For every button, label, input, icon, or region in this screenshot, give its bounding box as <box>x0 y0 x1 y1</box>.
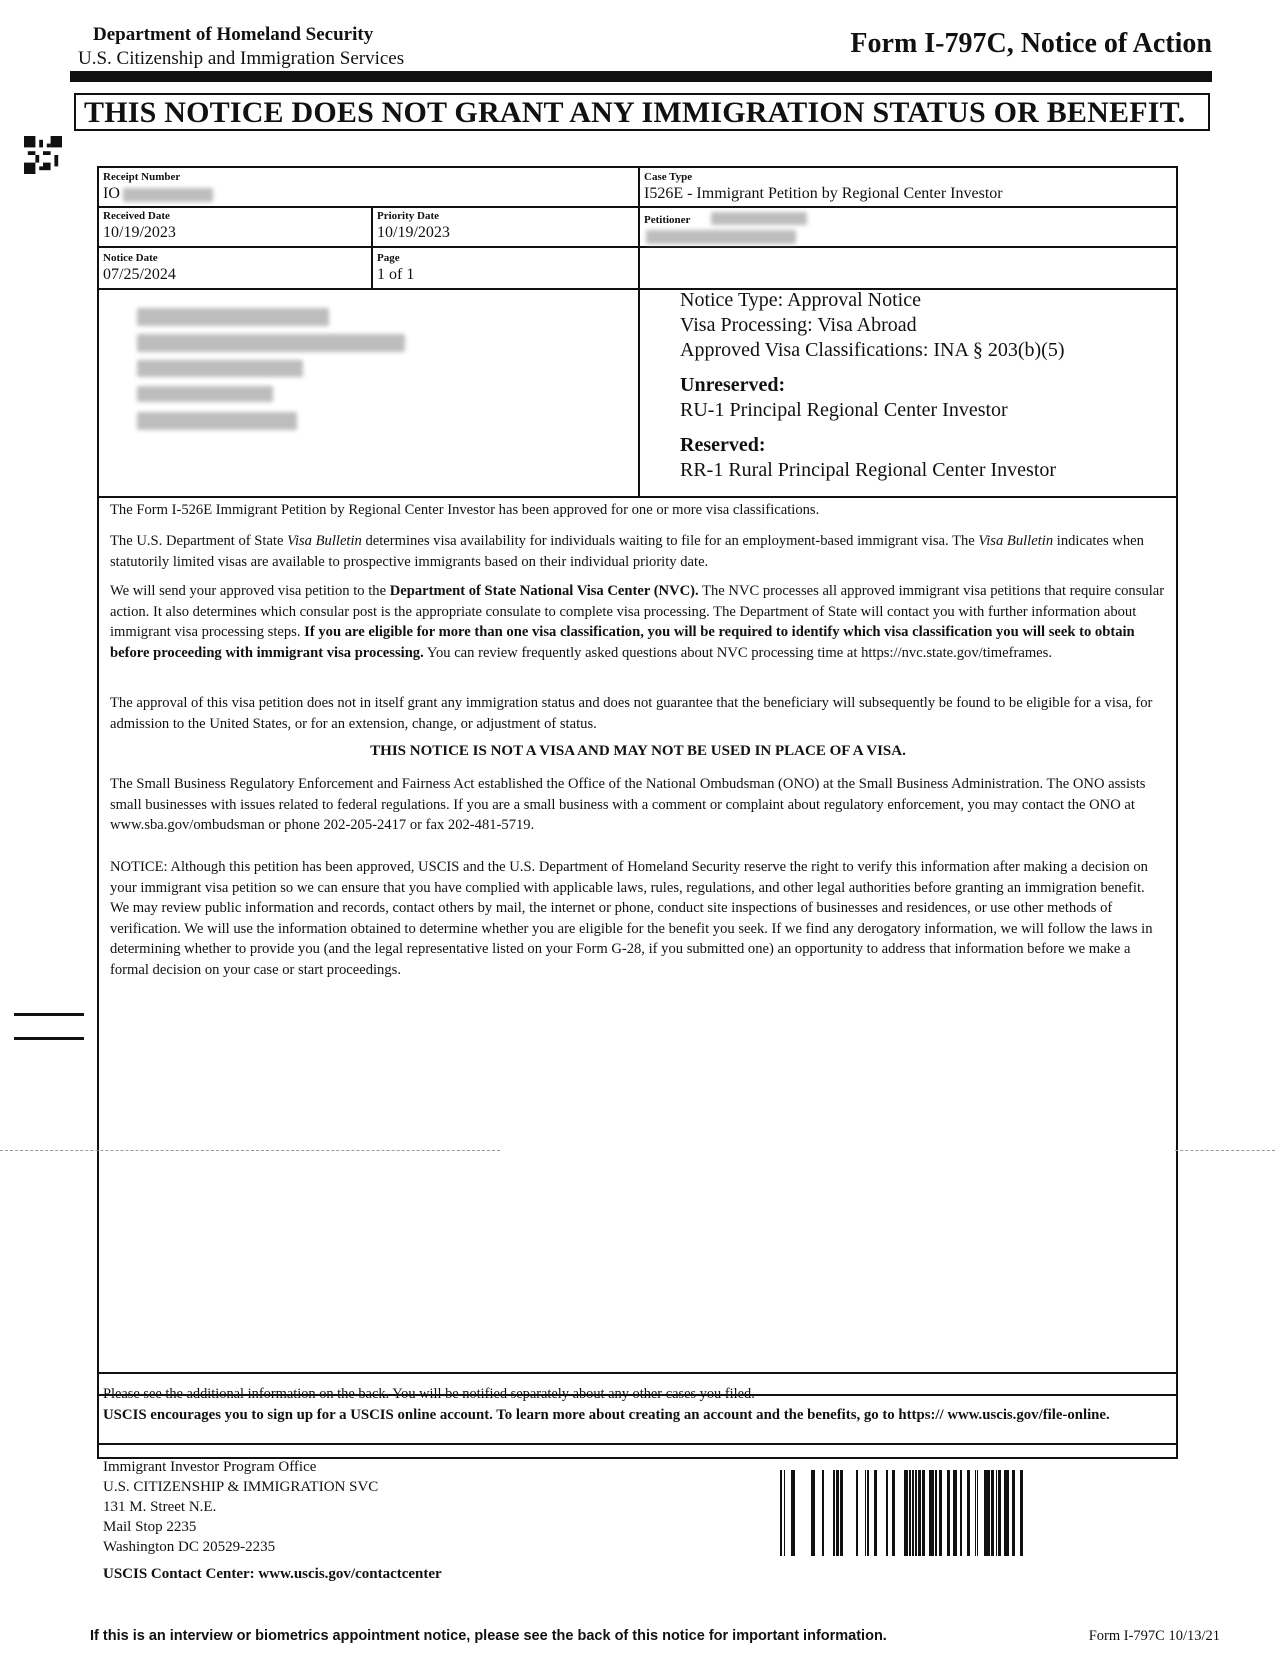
notice-date-value: 07/25/2024 <box>103 266 176 283</box>
warning-text: THIS NOTICE DOES NOT GRANT ANY IMMIGRATION STATUS OR BENEFIT. <box>84 96 1186 129</box>
barcode-icon <box>780 1470 1028 1556</box>
office-line: U.S. CITIZENSHIP & IMMIGRATION SVC <box>103 1479 379 1495</box>
unreserved-heading: Unreserved: <box>680 374 786 396</box>
qr-code-icon <box>24 136 62 174</box>
receipt-number-label: Receipt Number <box>103 171 181 183</box>
status-paragraph: The approval of this visa petition does not in itself grant any immigration status and does not guarantee that the beneficiary will subsequently be found to be eligible for a visa, for admission to the United States, or for an extension, change, or adjustment of status. <box>110 695 1153 732</box>
agency-name: Department of Homeland Security <box>93 24 374 45</box>
reserved-heading: Reserved: <box>680 434 766 456</box>
verification-notice-paragraph: NOTICE: Although this petition has been approved, USCIS and the U.S. Department of Homeland Security reserve the right to verify this information after making a decision on your immigrant visa petition so we can ensure that you have complied with applicable laws, rules, regulations, and other legal authorities before granting an immigration benefit. We may review public information and records, contact others by mail, the internet or phone, conduct site inspections of businesses and residences, or use other methods of verification. We will use the information obtained to determine whether you are eligible for the benefit you seek. If we find any derogatory information, we will follow the laws in determining whether to provide you (and the legal representative listed on your Form G-28, if you submitted one) an opportunity to address that information before we make a formal decision on your case or start proceedings. <box>110 859 1153 978</box>
sub-agency-name: U.S. Citizenship and Immigration Services <box>78 48 405 69</box>
form-version: Form I-797C 10/13/21 <box>1088 1628 1220 1644</box>
office-line: Washington DC 20529-2235 <box>103 1539 276 1555</box>
reserved-item: RR-1 Rural Principal Regional Center Investor <box>680 459 1057 481</box>
page-label: Page <box>377 252 400 264</box>
priority-date-value: 10/19/2023 <box>377 224 450 241</box>
redacted-address-1 <box>137 308 329 326</box>
side-mark <box>14 1037 84 1040</box>
side-mark <box>14 1013 84 1016</box>
online-account-note: USCIS encourages you to sign up for a USCIS online account. To learn more about creating an account and the benefits, go to https:// www.uscis.gov/file-online. <box>103 1407 1110 1423</box>
receipt-number-value: IO <box>103 185 120 202</box>
office-address <box>103 1457 378 1557</box>
notice-type: Notice Type: Approval Notice <box>680 289 921 311</box>
header-divider <box>70 71 1212 82</box>
petitioner-label: Petitioner <box>644 214 691 226</box>
redacted-address-3 <box>137 360 303 377</box>
warning-banner <box>74 93 1210 131</box>
page-value: 1 of 1 <box>377 266 415 283</box>
visa-processing: Visa Processing: Visa Abroad <box>680 314 917 336</box>
priority-date-label: Priority Date <box>377 210 439 222</box>
notice-date-label: Notice Date <box>103 252 158 264</box>
additional-info-note: Please see the additional information on the back. You will be notified separately about any other cases you filed. <box>103 1386 755 1402</box>
redacted-petitioner <box>711 212 807 225</box>
nvc-paragraph: We will send your approved visa petition to the Department of State National Visa Center (NVC). The NVC processes all approved immigrant visa petitions that require consular action. It also determines which consular post is the appropriate consulate to complete visa processing. The Department of State will contact you with further information about immigrant visa processing steps. If you are eligible for more than one visa classification, you will be required to identify which visa classification you will seek to obtain before proceeding with immigrant visa processing. You can review frequently asked questions about NVC processing time at https://nvc.state.gov/timeframes. <box>110 583 1165 661</box>
office-line: Mail Stop 2235 <box>103 1519 197 1535</box>
not-a-visa-heading: THIS NOTICE IS NOT A VISA AND MAY NOT BE USED IN PLACE OF A VISA. <box>370 743 906 759</box>
case-type-value: I526E - Immigrant Petition by Regional Center Investor <box>644 185 1003 202</box>
received-date-label: Received Date <box>103 210 170 222</box>
appointment-note: If this is an interview or biometrics appointment notice, please see the back of this notice for important information. <box>90 1628 887 1644</box>
approved-classifications: Approved Visa Classifications: INA § 203(b)(5) <box>680 339 1065 361</box>
redacted-petitioner-2 <box>646 230 796 244</box>
redacted-address-5 <box>137 412 297 430</box>
office-line: 131 M. Street N.E. <box>103 1499 217 1515</box>
approval-paragraph: The Form I-526E Immigrant Petition by Regional Center Investor has been approved for one or more visa classifications. <box>110 502 820 518</box>
office-line: Immigrant Investor Program Office <box>103 1459 317 1475</box>
notice-info-panel <box>680 288 1064 483</box>
scan-artifact-line <box>1175 1150 1275 1152</box>
form-title: Form I-797C, Notice of Action <box>850 28 1212 59</box>
redacted-address-2 <box>137 334 405 352</box>
ombudsman-paragraph: The Small Business Regulatory Enforcement and Fairness Act established the Office of the National Ombudsman (ONO) at the Small Business Administration. The ONO assists small businesses with issues related to federal regulations. If you are a small business with a comment or complaint about regulatory enforcement, you may contact the ONO at www.sba.gov/ombudsman or phone 202-205-2417 or fax 202-481-5719. <box>110 776 1146 833</box>
unreserved-item: RU-1 Principal Regional Center Investor <box>680 399 1008 421</box>
case-type-label: Case Type <box>644 171 693 183</box>
redacted-receipt <box>123 188 213 202</box>
contact-center: USCIS Contact Center: www.uscis.gov/contactcenter <box>103 1566 442 1582</box>
redacted-address-4 <box>137 386 273 402</box>
visa-bulletin-paragraph: The U.S. Department of State Visa Bulletin determines visa availability for individuals waiting to file for an employment-based immigrant visa. The Visa Bulletin indicates when statutorily limited visas are available to prospective immigrants based on their individual priority date. <box>110 533 1144 570</box>
scan-artifact-line <box>0 1150 500 1152</box>
received-date-value: 10/19/2023 <box>103 224 176 241</box>
